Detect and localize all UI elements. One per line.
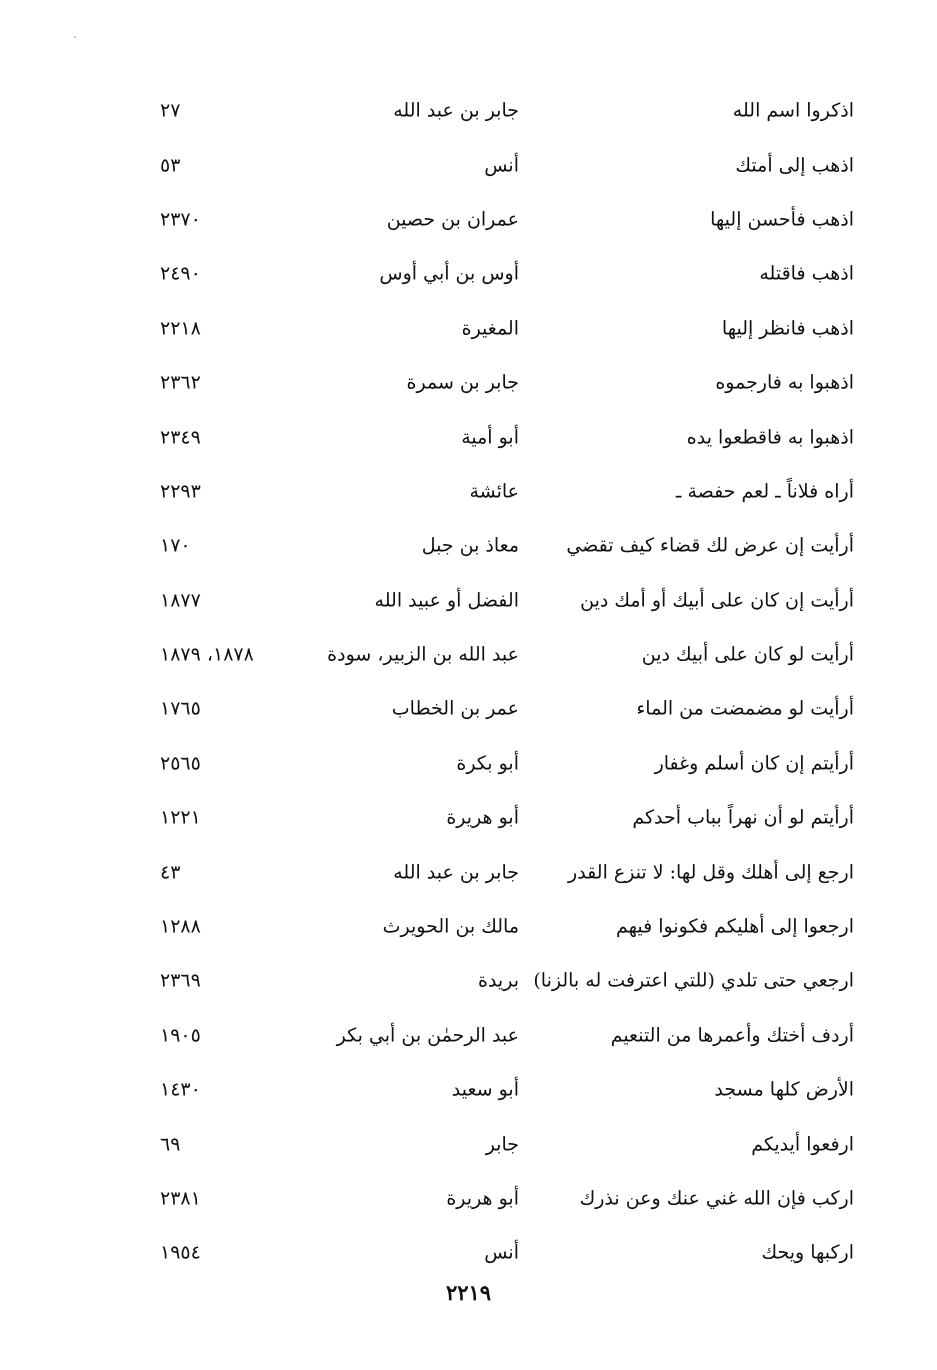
narrator-name: الفضل أو عبيد الله	[374, 589, 519, 612]
hadith-text: اركبها ويحك	[761, 1241, 854, 1264]
hadith-number: ١٨٧٨، ١٨٧٩	[160, 643, 254, 666]
hadith-text: اذهب إلى أمتك	[735, 154, 854, 177]
scan-speck	[74, 36, 76, 38]
hadith-text: أرأيت لو مضمضت من الماء	[636, 697, 854, 720]
hadith-text: أراه فلاناً ـ لعم حفصة ـ	[675, 480, 854, 503]
page-number: ٢٢١٩	[445, 1280, 492, 1305]
hadith-number: ١٧٦٥	[160, 697, 201, 720]
hadith-text: أردف أختك وأعمرها من التنعيم	[610, 1024, 854, 1047]
hadith-number: ٢٣٦٢	[160, 371, 201, 394]
hadith-text: اذهبوا به فاقطعوا يده	[686, 426, 854, 449]
narrator-name: معاذ بن جبل	[421, 534, 519, 557]
narrator-name: أنس	[484, 1241, 519, 1264]
hadith-text: اذكروا اسم الله	[732, 99, 854, 122]
index-row	[0, 1009, 937, 1063]
hadith-number: ٥٣	[160, 154, 181, 177]
hadith-text: اذهبوا به فارجموه	[715, 371, 854, 394]
index-row	[0, 954, 937, 1008]
index-row	[0, 574, 937, 628]
hadith-text: أرأيت إن كان على أبيك أو أمك دين	[580, 589, 854, 612]
narrator-name: أنس	[484, 154, 519, 177]
hadith-number: ٢٥٦٥	[160, 752, 201, 775]
index-row	[0, 410, 937, 464]
index-row	[0, 900, 937, 954]
hadith-number: ٢٢٩٣	[160, 480, 201, 503]
index-row	[0, 628, 937, 682]
narrator-name: أبو هريرة	[446, 806, 519, 829]
index-row	[0, 845, 937, 899]
narrator-name: عمر بن الخطاب	[391, 697, 519, 720]
hadith-number: ٦٩	[160, 1133, 181, 1156]
hadith-number: ٢٣٦٩	[160, 969, 201, 992]
narrator-name: بريدة	[478, 969, 519, 992]
narrator-name: عائشة	[469, 480, 519, 503]
narrator-name: عبد الله بن الزبير، سودة	[327, 643, 519, 666]
narrator-name: عبد الرحمٰن بن أبي بكر	[336, 1024, 519, 1047]
hadith-number: ١٩٥٤	[160, 1241, 201, 1264]
index-row	[0, 519, 937, 573]
narrator-name: عمران بن حصين	[386, 208, 519, 231]
hadith-number: ٤٣	[160, 861, 181, 884]
hadith-number: ٢٣٧٠	[160, 208, 201, 231]
narrator-name: أبو بكرة	[456, 752, 519, 775]
hadith-text: أرأيت لو كان على أبيك دين	[641, 643, 854, 666]
index-row	[0, 1063, 937, 1117]
index-row	[0, 1226, 937, 1280]
narrator-name: جابر	[485, 1133, 519, 1156]
index-row	[0, 193, 937, 247]
hadith-number: ٢٣٨١	[160, 1187, 201, 1210]
index-row	[0, 1117, 937, 1171]
hadith-number: ١٢٨٨	[160, 915, 201, 938]
hadith-number: ١٤٣٠	[160, 1078, 201, 1101]
hadith-index-list	[0, 84, 937, 1281]
hadith-number: ١٢٢١	[160, 806, 201, 829]
hadith-text: اذهب فأحسن إليها	[710, 208, 854, 231]
narrator-name: المغيرة	[461, 317, 519, 340]
narrator-name: أبو أمية	[461, 426, 519, 449]
index-row	[0, 84, 937, 138]
index-row	[0, 356, 937, 410]
hadith-text: ارجع إلى أهلك وقل لها: لا تنزع القدر	[568, 861, 854, 884]
narrator-name: جابر بن عبد الله	[393, 861, 519, 884]
hadith-text: اذهب فاقتله	[759, 262, 854, 285]
narrator-name: أوس بن أبي أوس	[379, 262, 519, 285]
narrator-name: أبو هريرة	[446, 1187, 519, 1210]
index-row	[0, 138, 937, 192]
index-row	[0, 247, 937, 301]
index-row	[0, 302, 937, 356]
hadith-text: أرأيتم لو أن نهراً بباب أحدكم	[632, 806, 854, 829]
hadith-number: ١٨٧٧	[160, 589, 201, 612]
hadith-text: اركب فإن الله غني عنك وعن نذرك	[579, 1187, 854, 1210]
hadith-text: ارفعوا أيديكم	[751, 1133, 854, 1156]
index-row	[0, 465, 937, 519]
narrator-name: جابر بن عبد الله	[393, 99, 519, 122]
index-row	[0, 791, 937, 845]
index-row	[0, 1172, 937, 1226]
index-row	[0, 737, 937, 791]
hadith-text: اذهب فانظر إليها	[721, 317, 854, 340]
hadith-number: ١٩٠٥	[160, 1024, 201, 1047]
hadith-number: ٢٣٤٩	[160, 426, 201, 449]
narrator-name: مالك بن الحويرث	[382, 915, 519, 938]
hadith-number: ٢٤٩٠	[160, 262, 201, 285]
hadith-text: ارجعوا إلى أهليكم فكونوا فيهم	[616, 915, 854, 938]
hadith-text: أرأيتم إن كان أسلم وغفار	[654, 752, 854, 775]
hadith-number: ١٧٠	[160, 534, 191, 557]
hadith-number: ٢٢١٨	[160, 317, 201, 340]
narrator-name: جابر بن سمرة	[406, 371, 519, 394]
hadith-text: أرأيت إن عرض لك قضاء كيف تقضي	[566, 534, 854, 557]
index-row	[0, 682, 937, 736]
hadith-number: ٢٧	[160, 99, 181, 122]
hadith-text: ارجعي حتى تلدي (للتي اعترفت له بالزنا)	[533, 969, 854, 992]
narrator-name: أبو سعيد	[451, 1078, 519, 1101]
hadith-text: الأرض كلها مسجد	[714, 1078, 854, 1101]
